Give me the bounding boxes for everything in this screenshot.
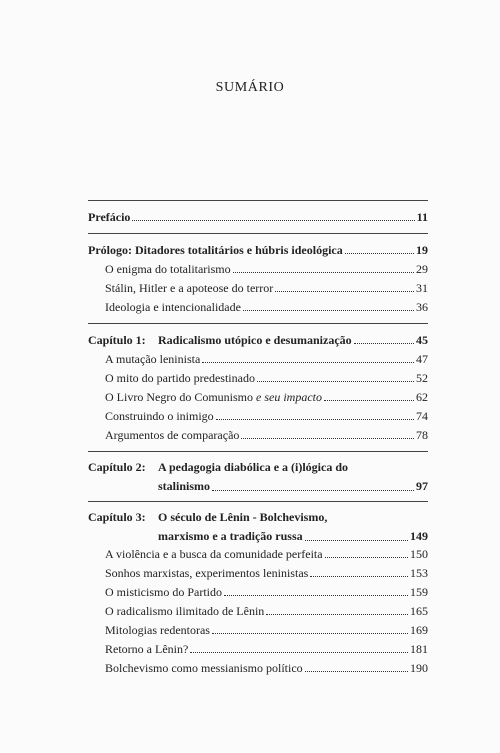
entry-label: A mutação leninista <box>105 352 201 366</box>
toc-entry-chapter-2[interactable] <box>88 458 428 494</box>
entry-label <box>105 390 322 404</box>
toc-section-chapter-2 <box>88 452 428 501</box>
leader-dots <box>325 557 408 558</box>
chapter-title-line-1: A pedagogia diabólica e a (i)lógica do <box>158 460 349 474</box>
chapter-title: Radicalismo utópico e desumanização <box>158 333 352 347</box>
leader-dots <box>266 614 408 615</box>
entry-page: 31 <box>416 281 428 295</box>
toc-entry[interactable] <box>88 278 428 297</box>
toc-entry[interactable] <box>88 658 428 677</box>
leader-dots <box>305 540 408 541</box>
leader-dots <box>345 253 414 254</box>
chapter-title-line-1: O século de Lênin - Bolchevismo, <box>158 510 328 524</box>
toc-entry[interactable] <box>88 425 428 444</box>
chapter-heading-line <box>88 527 428 544</box>
toc-entry-prologue[interactable] <box>88 240 428 259</box>
entry-label: O misticismo do Partido <box>105 585 222 599</box>
toc-entry[interactable] <box>88 601 428 620</box>
entry-page: 150 <box>410 547 428 561</box>
entry-page: 153 <box>410 566 428 580</box>
chapter-number: Capítulo 3: <box>88 510 146 524</box>
entry-label: Ideologia e intencionalidade <box>105 300 241 314</box>
entry-label: Bolchevismo como messianismo político <box>105 661 303 675</box>
entry-page: 11 <box>416 210 428 224</box>
toc-entry[interactable] <box>88 259 428 278</box>
entry-label: Prefácio <box>88 210 131 224</box>
entry-label: Mitologias redentoras <box>105 623 210 637</box>
entry-page: 190 <box>410 661 428 675</box>
entry-page: 47 <box>416 352 428 366</box>
entry-page: 169 <box>410 623 428 637</box>
chapter-title-line-2: marxismo e a tradição russa <box>158 529 303 543</box>
entry-label: O mito do partido predestinado <box>105 371 255 385</box>
entry-page: 149 <box>410 529 428 543</box>
entry-page: 165 <box>410 604 428 618</box>
entry-label: A violência e a busca da comunidade perfeita <box>105 547 323 561</box>
leader-dots <box>243 310 414 311</box>
leader-dots <box>202 362 414 363</box>
leader-dots <box>212 633 408 634</box>
entry-page: 19 <box>416 243 428 257</box>
page-title: SUMÁRIO <box>215 80 285 95</box>
entry-label: Construindo o inimigo <box>105 409 214 423</box>
leader-dots <box>224 595 408 596</box>
chapter-heading <box>88 333 352 347</box>
toc-section-preface <box>88 201 428 233</box>
chapter-number: Capítulo 1: <box>88 333 146 347</box>
leader-dots <box>233 272 414 273</box>
toc-entry[interactable] <box>88 387 428 406</box>
entry-page: 62 <box>416 390 428 404</box>
toc-section-chapter-1 <box>88 324 428 451</box>
leader-dots <box>212 490 414 491</box>
entry-page: 52 <box>416 371 428 385</box>
chapter-heading-line <box>88 458 428 477</box>
entry-label-italic: seu impacto <box>264 390 322 404</box>
toc-entry-preface[interactable] <box>88 207 428 226</box>
toc-entry-chapter-1[interactable] <box>88 330 428 349</box>
leader-dots <box>132 220 414 221</box>
table-of-contents <box>88 200 428 684</box>
entry-page: 181 <box>410 642 428 656</box>
toc-section-chapter-3 <box>88 502 428 684</box>
chapter-number: Capítulo 2: <box>88 460 146 474</box>
toc-entry[interactable] <box>88 563 428 582</box>
entry-page: 29 <box>416 262 428 276</box>
toc-entry[interactable] <box>88 544 428 563</box>
entry-page: 45 <box>416 333 428 347</box>
leader-dots <box>257 381 414 382</box>
toc-entry[interactable] <box>88 297 428 316</box>
toc-entry[interactable] <box>88 620 428 639</box>
entry-label: Prólogo: Ditadores totalitários e húbris ideológica <box>88 243 343 257</box>
toc-entry[interactable] <box>88 639 428 658</box>
entry-page: 74 <box>416 409 428 423</box>
entry-page: 78 <box>416 428 428 442</box>
entry-label: Argumentos de comparação <box>105 428 240 442</box>
entry-page: 159 <box>410 585 428 599</box>
toc-entry[interactable] <box>88 368 428 387</box>
leader-dots <box>216 419 414 420</box>
toc-entry[interactable] <box>88 582 428 601</box>
chapter-heading-line <box>88 508 428 527</box>
toc-entry-chapter-3[interactable] <box>88 508 428 544</box>
leader-dots <box>354 343 414 344</box>
chapter-heading-line <box>88 477 428 494</box>
leader-dots <box>241 438 414 439</box>
entry-label-connector: e <box>253 390 265 404</box>
entry-label: Retorno a Lênin? <box>105 642 189 656</box>
entry-label: O radicalismo ilimitado de Lênin <box>105 604 265 618</box>
toc-entry[interactable] <box>88 349 428 368</box>
book-title: O Livro Negro do Comunismo <box>105 390 253 404</box>
chapter-title-line-2: stalinismo <box>158 479 211 493</box>
entry-page: 36 <box>416 300 428 314</box>
leader-dots <box>310 576 408 577</box>
leader-dots <box>305 671 408 672</box>
leader-dots <box>324 400 414 401</box>
entry-label: Sonhos marxistas, experimentos leninistas <box>105 566 309 580</box>
entry-page: 97 <box>416 479 428 493</box>
toc-entry[interactable] <box>88 406 428 425</box>
leader-dots <box>275 291 414 292</box>
entry-label: Stálin, Hitler e a apoteose do terror <box>105 281 274 295</box>
toc-section-prologue <box>88 234 428 323</box>
leader-dots <box>190 652 408 653</box>
entry-label: O enigma do totalitarismo <box>105 262 231 276</box>
